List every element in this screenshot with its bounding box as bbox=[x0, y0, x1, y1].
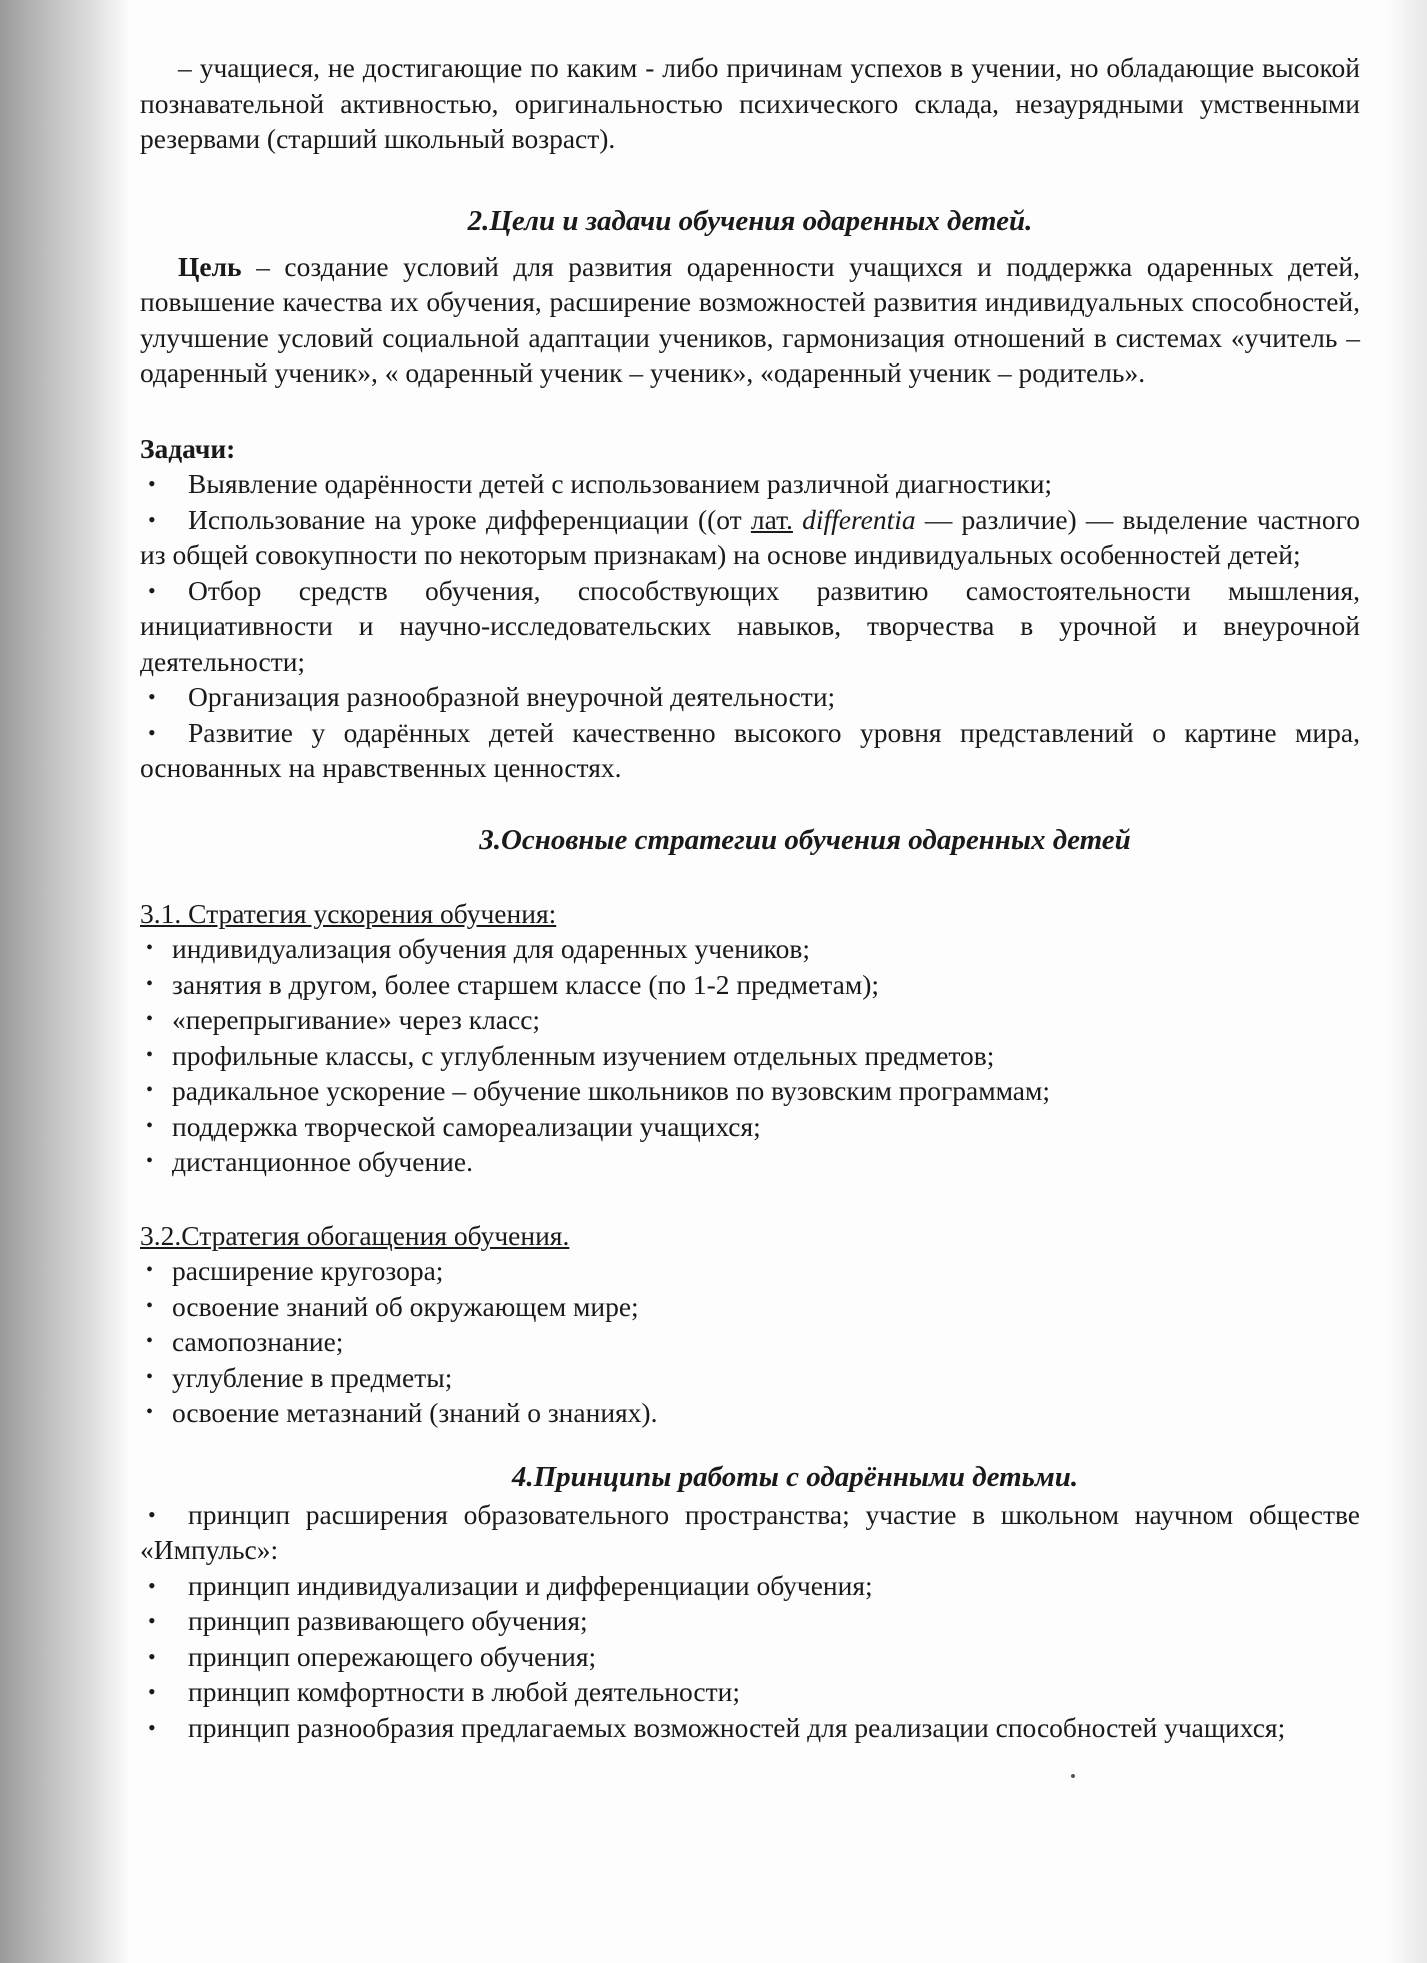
subsection-3-1: 3.1. Стратегия ускорения обучения: bbox=[140, 897, 557, 929]
acceleration-list bbox=[140, 931, 1360, 1180]
section-4-title: 4.Принципы работы с одарёнными детьми. bbox=[511, 1460, 1079, 1493]
scan-shadow-right bbox=[1387, 0, 1427, 1963]
list-item: • занятия в другом, более старшем классе (по 1-2 предметам); bbox=[140, 967, 1360, 1003]
intro-paragraph: – учащиеся, не достигающие по каким - либо причинам успехов в учении, но обладающие высокой познавательной активностью, оригинальностью психического склада, незаурядными умственными резервами (старший школьный возраст). bbox=[140, 52, 1360, 154]
list-item: • принцип разнообразия предлагаемых возможностей для реализации способностей учащихся; bbox=[140, 1710, 1360, 1746]
list-item: • индивидуализация обучения для одаренных учеников; bbox=[140, 931, 1360, 967]
list-item: • расширение кругозора; bbox=[140, 1253, 1360, 1289]
list-item: • углубление в предметы; bbox=[140, 1360, 1360, 1396]
list-item: • Организация разнообразной внеурочной деятельности; bbox=[140, 679, 1360, 715]
list-item: • «перепрыгивание» через класс; bbox=[140, 1002, 1360, 1038]
enrichment-list bbox=[140, 1253, 1360, 1431]
list-item: • самопознание; bbox=[140, 1324, 1360, 1360]
list-item: • принцип расширения образовательного пространства; участие в школьном научном обществе «Импульс»: bbox=[140, 1497, 1360, 1568]
list-item: • принцип опережающего обучения; bbox=[140, 1639, 1360, 1675]
list-item: • принцип комфортности в любой деятельности; bbox=[140, 1674, 1360, 1710]
list-item: • Отбор средств обучения, способствующих развитию самостоятельности мышления, инициативности и научно-исследовательских навыков, творчества в урочной и внеурочной деятельности; bbox=[140, 573, 1360, 680]
list-item: • Выявление одарённости детей с использованием различной диагностики; bbox=[140, 466, 1360, 502]
list-item: • Развитие у одарённых детей качественно высокого уровня представлений о картине мира, основанных на нравственных ценностях. bbox=[140, 715, 1360, 786]
list-item: • поддержка творческой самореализации учащихся; bbox=[140, 1109, 1360, 1145]
goal-label: Цель bbox=[178, 250, 242, 282]
principles-list bbox=[140, 1497, 1360, 1746]
goal-text: – создание условий для развития одаренности учащихся и поддержка одаренных детей, повышение качества их обучения, расширение возможностей развития индивидуальных способностей, улучшение условий социальной адаптации учеников, гармонизация отношений в системах «учитель – одаренный ученик», « одаренный ученик – ученик», «одаренный ученик – родитель». bbox=[140, 250, 1360, 388]
section-2-title: 2.Цели и задачи обучения одаренных детей. bbox=[467, 204, 1033, 237]
list-item: • принцип индивидуализации и дифференциации обучения; bbox=[140, 1568, 1360, 1604]
lat-link[interactable]: лат. bbox=[750, 503, 793, 535]
document-page bbox=[140, 50, 1360, 1745]
list-item: • освоение метазнаний (знаний о знаниях). bbox=[140, 1395, 1360, 1431]
list-item: • освоение знаний об окружающем мире; bbox=[140, 1289, 1360, 1325]
list-item: • принцип развивающего обучения; bbox=[140, 1603, 1360, 1639]
list-item: • радикальное ускорение – обучение школьников по вузовским программам; bbox=[140, 1073, 1360, 1109]
tasks-list bbox=[140, 466, 1360, 786]
list-item: • дистанционное обучение. bbox=[140, 1144, 1360, 1180]
section-3-title: 3.Основные стратегии обучения одаренных детей bbox=[479, 823, 1131, 856]
tasks-label: Задачи: bbox=[140, 432, 236, 464]
list-item: • профильные классы, с углубленным изучением отдельных предметов; bbox=[140, 1038, 1360, 1074]
scan-speck bbox=[1071, 1774, 1075, 1778]
subsection-3-2: 3.2.Стратегия обогащения обучения. bbox=[140, 1219, 570, 1251]
list-item: • Использование на уроке дифференциации ((от лат. differentia — различие) — выделение частного из общей совокупности по некоторым признакам) на основе индивидуальных особенностей детей; bbox=[140, 502, 1360, 573]
scan-shadow-left bbox=[0, 0, 130, 1963]
goal-paragraph bbox=[140, 249, 1360, 391]
